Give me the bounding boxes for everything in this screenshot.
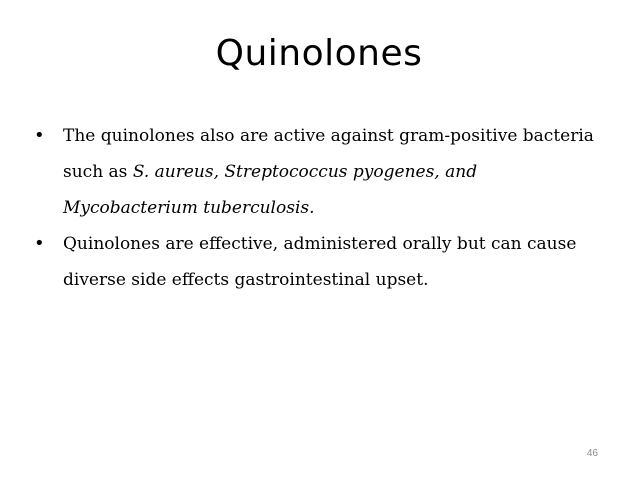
bullet-text: Quinolones are effective, administered orally but can cause diverse side effects gastrointestinal upset. bbox=[63, 234, 577, 290]
bullet-text: The quinolones also are active against gram-positive bacteria such as bbox=[63, 126, 594, 182]
slide-title: Quinolones bbox=[215, 33, 423, 74]
bullet-text-italic: S. aureus, Streptococcus pyogenes, and Mycobacterium tuberculosis. bbox=[63, 162, 478, 218]
page-number: 46 bbox=[586, 448, 598, 459]
bullet-list bbox=[34, 118, 609, 298]
bullet-icon: • bbox=[34, 233, 45, 254]
bullet-item bbox=[34, 226, 609, 298]
bullet-item bbox=[34, 118, 609, 226]
bullet-icon: • bbox=[34, 125, 45, 146]
